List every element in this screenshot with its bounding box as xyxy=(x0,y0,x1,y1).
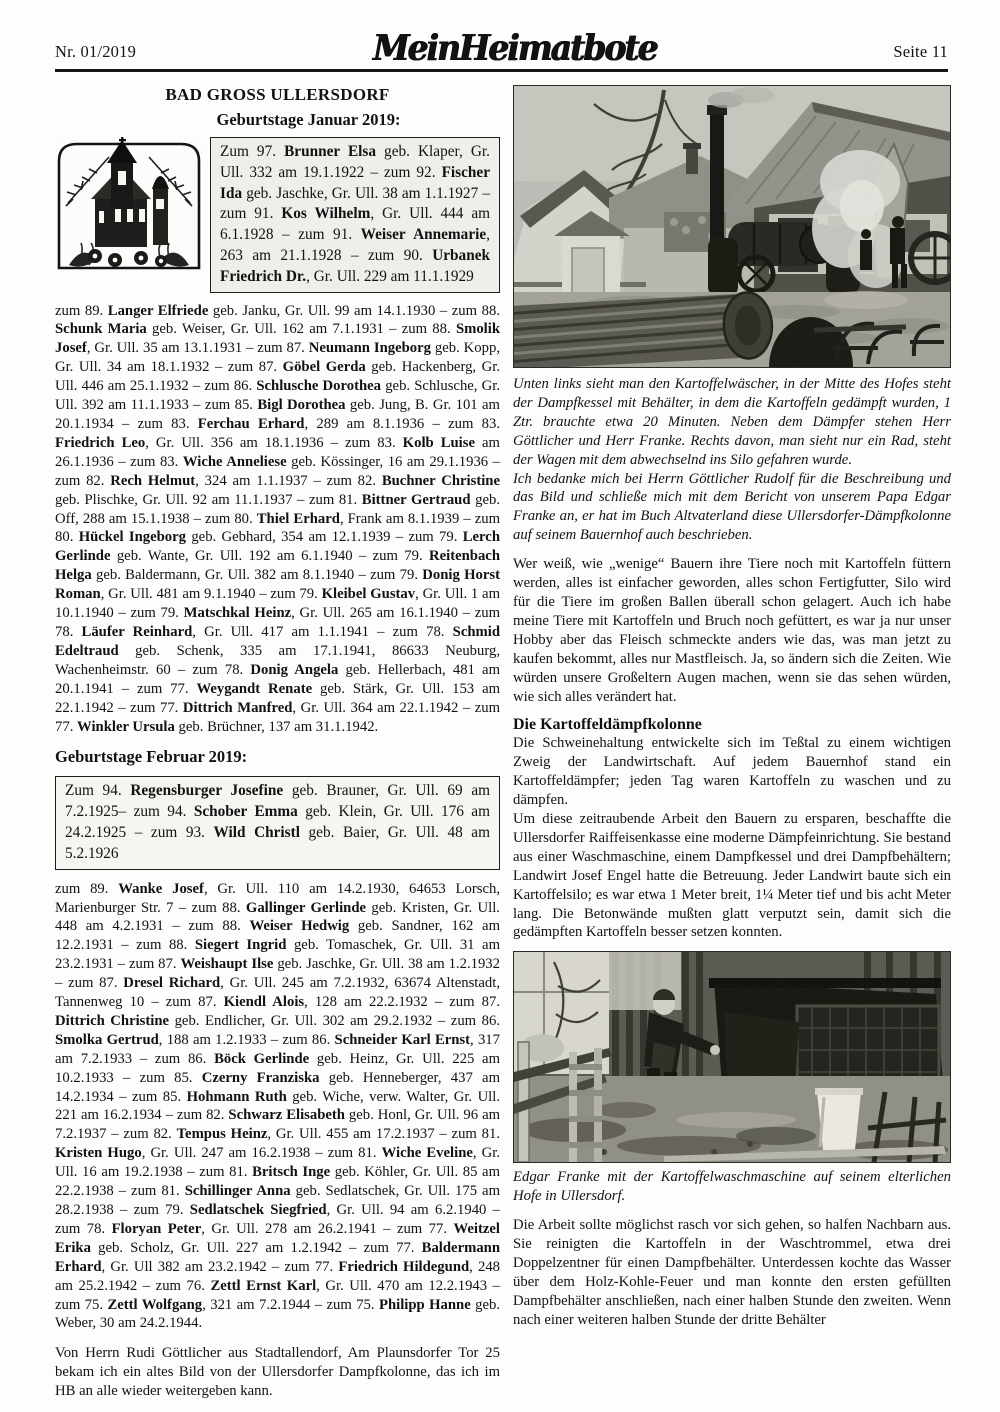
work-process-paragraph: Die Arbeit sollte möglichst rasch vor sich gehen, so halfen Nachbarn aus. Sie reinigten die Kartoffeln in der Waschtrommel, etwa drei Doppelzentner für einen Dampfbehälter. Unterdessen kochte das Wasser über dem Holz-Kohle-Feuer und man konnte den ersten gefüllten Dampfbehälter anschließen, nach einer halben Stunde den zweiten. Wenn nach einer weiteren halben Stunde der dritte Behälter xyxy=(513,1217,951,1328)
page-header xyxy=(55,26,948,72)
farmyard-steam-column-photo xyxy=(513,85,951,368)
left-column xyxy=(55,85,500,1401)
february-birthdays-heading: Geburtstage Februar 2019: xyxy=(55,747,248,767)
january-birthdays-list: zum 89. Langer Elfriede geb. Janku, Gr. Ull. 99 am 14.1.1930 – zum 88. Schunk Maria geb. Weiser, Gr. Ull. 162 am 7.1.1931 – zum 88. Smolik Josef, Gr. Ull. 35 am 13.1.1931 – zum 87. Neumann Ingeborg geb. Kopp, Gr. Ull. 34 am 18.1.1932 – zum 87. Göbel Gerda geb. Hackenberg, Gr. Ull. 446 am 25.1.1932 – zum 86. Schlusche Dorothea geb. Schlusche, Gr. Ull. 392 am 11.1.1933 – zum 85. Bigl Dorothea geb. Jung, B. Gr. 101 am 20.1.1934 – zum 83. Ferchau Erhard, 289 am 8.1.1936 – zum 83. Friedrich Leo, Gr. Ull. 356 am 18.1.1936 – zum 83. Kolb Luise am 26.1.1936 – zum 83. Wiche Anneliese geb. Kössinger, 16 am 29.1.1936 – zum 82. Rech Helmut, 324 am 1.1.1937 – zum 82. Buchner Christine geb. Plischke, Gr. Ull. 92 am 11.1.1937 – zum 81. Bittner Gertraud geb. Off, 288 am 15.1.1938 – zum 80. Thiel Erhard, Frank am 8.1.1939 – zum 80. Hückel Ingeborg geb. Gebhard, 354 am 12.1.1939 – zum 79. Lerch Gerlinde geb. Wante, Gr. Ull. 192 am 6.1.1940 – zum 79. Reitenbach Helga geb. Baldermann, Gr. Ull. 382 am 8.1.1940 – zum 79. Donig Horst Roman, Gr. Ull. 481 am 9.1.1940 – zum 79. Kleibel Gustav, Gr. Ull. 1 am 10.1.1940 – zum 79. Matschkal Heinz, Gr. Ull. 265 am 16.1.1940 – zum 78. Läufer Reinhard, Gr. Ull. 417 am 1.1.1941 – zum 78. Schmid Edeltraud geb. Schenk, 335 am 17.1.1941, 86633 Neuburg, Wachenheimstr. 60 – zum 78. Donig Angela geb. Hellerbach, 481 am 20.1.1941 – zum 77. Weygandt Renate geb. Stärk, Gr. Ull. 153 am 22.1.1942 – zum 77. Dittrich Manfred, Gr. Ull. 364 am 22.1.1942 – zum 77. Winkler Ursula geb. Brüchner, 137 am 31.1.1942. xyxy=(55,302,501,735)
section-heading: Die Kartoffeldämpfkolonne xyxy=(513,716,702,734)
two-column-layout xyxy=(55,85,951,1401)
daempfkolonne-paragraph-2: Um diese zeitraubende Arbeit den Bauern zu ersparen, beschaffte die Ullersdorfer Raiffeisenkasse eine moderne Dämpfeinrichtung. Sie bestand aus einer Waschmaschine, einem Dampfkessel und drei Dampfbehältern; Landwirt Josef Engel hatte die Betreuung. Jeder Landwirt baute sich ein Kartoffelsilo; es war etwa 1 Meter breit, 1¼ Meter tief und bis acht Meter lang. Die Betonwände mußten glatt verputzt sein, damit sich die gedämpften Kartoffeln besser setzen konnten. xyxy=(513,811,951,941)
photo1-caption-credit: Ich bedanke mich bei Herrn Göttlicher Rudolf für die Beschreibung und das Bild und schließe mich mit dem Bericht von unserem Papa Edgar Franke an, er hat im Buch Altvaterland diese Ullersdorfer-Dämpfkolonne auf seinem Bauernhof auch beschrieben. xyxy=(513,470,951,544)
january-birthdays-heading: Geburtstage Januar 2019: xyxy=(216,110,401,129)
edgar-franke-washing-machine-photo xyxy=(513,951,951,1163)
article-title: BAD GROSS ULLERSDORF xyxy=(165,85,390,104)
right-column xyxy=(513,85,951,1401)
daempfkolonne-paragraph-1: Die Schweinehaltung entwickelte sich im Teßtal zu einem wichtigen Zweig der Landwirtschaft. Auf jedem Bauernhof stand ein Kartoffeldämpfer; jeden Tag waren Kartoffeln zu waschen und zu dämpfen. xyxy=(513,735,951,809)
photo2-caption: Edgar Franke mit der Kartoffelwaschmaschine auf seinem elterlichen Hofe in Ullersdorf. xyxy=(513,1169,951,1205)
february-birthdays-list: zum 89. Wanke Josef, Gr. Ull. 110 am 14.2.1930, 64653 Lorsch, Marienburger Str. 7 – zum 88. Gallinger Gerlinde geb. Kristen, Gr. Ull. 448 am 4.2.1931 – zum 88. Weiser Hedwig geb. Sandner, 162 am 12.2.1931 – zum 88. Siegert Ingrid geb. Tomaschek, Gr. Ull. 31 am 23.2.1931 – zum 87. Weishaupt Ilse geb. Jaschke, Gr. Ull. 38 am 1.2.1932 – zum 87. Dresel Richard, Gr. Ull. 245 am 7.2.1932, 63674 Altenstadt, Tannenweg 10 – zum 87. Kiendl Alois, 128 am 22.2.1932 – zum 87. Dittrich Christine geb. Endlicher, Gr. Ull. 302 am 29.2.1932 – zum 86. Smolka Gertrud, 188 am 1.2.1933 – zum 86. Schneider Karl Ernst, 317 am 7.2.1933 – zum 86. Böck Gerlinde geb. Heinz, Gr. Ull. 225 am 10.2.1933 – zum 85. Czerny Franziska geb. Henneberger, 437 am 14.2.1934 – zum 85. Hohmann Ruth geb. Wiche, verw. Walter, Gr. Ull. 221 am 16.2.1934 – zum 82. Schwarz Elisabeth geb. Honl, Gr. Ull. 96 am 7.2.1937 – zum 82. Tempus Heinz, Gr. Ull. 455 am 17.2.1937 – zum 81. Kristen Hugo, Gr. Ull. 247 am 16.2.1938 – zum 81. Wiche Eveline, Gr. Ull. 16 am 19.2.1938 – zum 81. Britsch Inge geb. Köhler, Gr. Ull. 85 am 22.2.1938 – zum 81. Schillinger Anna geb. Sedlatschek, Gr. Ull. 175 am 28.2.1938 – zum 79. Sedlatschek Siegfried, Gr. Ull. 94 am 6.2.1940 – zum 78. Floryan Peter, Gr. Ull. 278 am 26.2.1941 – zum 77. Weitzel Erika geb. Scholz, Gr. Ull. 227 am 1.2.1942 – zum 77. Baldermann Erhard, Gr. Ull 382 am 23.2.1942 – zum 77. Friedrich Hildegund, 248 am 25.2.1942 – zum 76. Zettl Ernst Karl, Gr. Ull. 470 am 12.2.1943 – zum 75. Zettl Wolfgang, 321 am 7.2.1944 – zum 75. Philipp Hanne geb. Weber, 30 am 24.2.1944. xyxy=(55,880,501,1332)
closing-note: Von Herrn Rudi Göttlicher aus Stadtallendorf, Am Plaunsdorfer Tor 25 bekam ich ein altes Bild von der Ullersdorfer Dampfkolonne, das ich im HB an alle wieder weitergeben kann. xyxy=(55,1345,500,1400)
january-row xyxy=(55,137,500,293)
february-birthdays-box: Zum 94. Regensburger Josefine geb. Brauner, Gr. Ull. 69 am 7.2.1925– zum 94. Schober Emma geb. Klein, Gr. Ull. 176 am 24.2.1925 – zum 93. Wild Christl geb. Baier, Gr. Ull. 48 am 5.2.1926 xyxy=(55,776,500,869)
commentary-paragraph: Wer weiß, wie „wenige“ Bauern ihre Tiere noch mit Kartoffeln füttern werden, alles ist einfacher geworden, alles schon Fertigfutter, Silo wird für die Tiere im großen Ballen überall schon gelagert. Auch ich habe meine Tiere mit Kartoffeln und Bruch noch gefüttert, es war ja nur unser Hobby aber das Fleisch schmeckte anders wie das, was man jetzt zu kaufen bekommt, alles nur Mastfleisch. Ja, so ändern sich die Zeiten. Wie würden unsere Großeltern Augen machen, wenn sie das sehen würden, wie sich alles verändert hat. xyxy=(513,556,951,705)
issue-number: Nr. 01/2019 xyxy=(55,42,137,61)
photo1-caption-description: Unten links sieht man den Kartoffelwäscher, in der Mitte des Hofes steht der Dampfkessel mit Behälter, in dem die Kartoffeln gedämpft wurden, 1 Ztr. brauchte etwa 20 Minuten. Neben dem Dämpfer stehen Herr Göttlicher und Herr Franke. Rechts davon, man sieht nur ein Rad, steht der Wagen mit dem abwechselnd ins Silo gefahren wurde. xyxy=(513,376,951,468)
page-number: Seite 11 xyxy=(893,42,948,61)
church-woodcut-image xyxy=(55,137,203,270)
january-birthdays-box: Zum 97. Brunner Elsa geb. Klaper, Gr. Ull. 332 am 19.1.1922 – zum 92. Fischer Ida geb. Jaschke, Gr. Ull. 38 am 1.1.1927 – zum 91. Kos Wilhelm, Gr. Ull. 444 am 6.1.1928 – zum 91. Weiser Annemarie, 263 am 21.1.1928 – zum 90. Urbanek Friedrich Dr., Gr. Ull. 229 am 11.1.1929 xyxy=(210,137,500,293)
masthead-logo: MeinHeimatbote xyxy=(372,26,657,69)
